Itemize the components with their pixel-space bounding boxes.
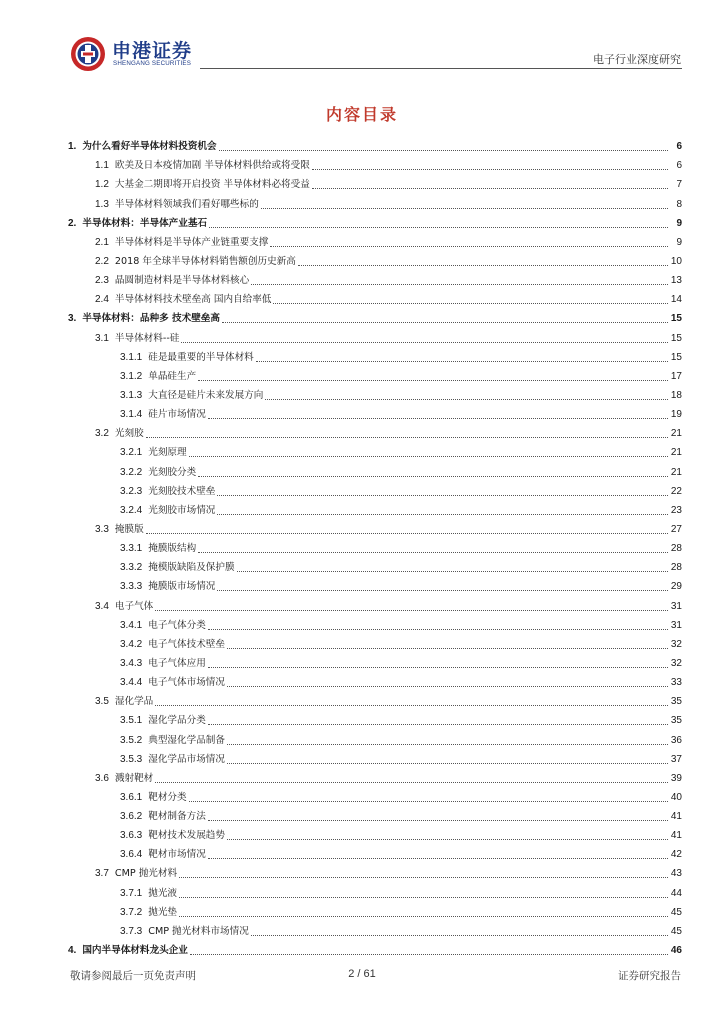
toc-entry[interactable] [68, 900, 682, 919]
toc-entry-title: 光刻胶 [114, 428, 144, 440]
footer-doc-type: 证券研究报告 [618, 970, 681, 982]
toc-dot-leader [256, 361, 668, 362]
toc-entry[interactable] [68, 574, 682, 593]
toc-dot-leader [265, 399, 668, 400]
toc-dot-leader [190, 954, 668, 955]
toc-dot-leader [251, 284, 668, 285]
toc-entry-number: 3.4 [95, 600, 109, 612]
toc-entry-number: 3.5 [95, 696, 109, 708]
toc-entry-page: 36 [670, 734, 682, 746]
toc-entry[interactable] [68, 345, 682, 364]
toc-entry[interactable] [68, 632, 682, 651]
toc-dot-leader [227, 686, 668, 687]
page-number: 2 / 61 [348, 968, 376, 980]
toc-entry-number: 3.1.2 [120, 370, 143, 382]
toc-entry-page: 43 [670, 868, 682, 880]
toc-entry[interactable] [68, 689, 682, 708]
toc-entry-title: 半导体材料：半导体产业基石 [82, 217, 208, 229]
toc-entry-page: 42 [670, 849, 682, 861]
toc-entry[interactable] [68, 670, 682, 689]
toc-entry[interactable] [68, 938, 682, 957]
page-header [0, 0, 724, 80]
toc-entry-number: 3.3.2 [120, 562, 143, 574]
toc-entry-page: 37 [670, 753, 682, 765]
toc-entry-page: 13 [670, 275, 682, 287]
toc-entry-number: 3.7.2 [120, 906, 143, 918]
toc-entry-title: 2018 年全球半导体材料销售额创历史新高 [114, 255, 296, 267]
toc-entry-page: 6 [676, 160, 682, 172]
toc-entry-number: 1.2 [95, 179, 109, 191]
toc-entry-page: 7 [676, 179, 682, 191]
toc-entry-title: 电子气体分类 [148, 619, 206, 631]
toc-dot-leader [227, 763, 668, 764]
toc-entry-number: 3.1.4 [120, 409, 143, 421]
toc-entry-page: 9 [676, 236, 682, 248]
toc-entry-page: 39 [670, 772, 682, 784]
toc-entry[interactable] [68, 823, 682, 842]
toc-entry-title: 电子气体技术壁垒 [148, 638, 225, 650]
toc-entry-title: 抛光垫 [148, 906, 178, 918]
toc-entry-page: 17 [670, 370, 682, 382]
logo-english-name: SHENGANG SECURITIES [113, 60, 192, 67]
toc-entry-page: 32 [670, 638, 682, 650]
toc-entry-title: 湿化学品 [114, 696, 154, 708]
toc-entry[interactable] [68, 708, 682, 727]
toc-dot-leader [208, 724, 668, 725]
toc-entry[interactable] [68, 919, 682, 938]
toc-entry[interactable] [68, 785, 682, 804]
toc-entry-page: 40 [670, 791, 682, 803]
toc-entry-title: 半导体材料领域我们看好哪些标的 [114, 198, 259, 210]
toc-entry-number: 1.1 [95, 160, 109, 172]
toc-entry-number: 3.1.1 [120, 351, 143, 363]
toc-entry-title: 溅射靶材 [114, 772, 154, 784]
toc-entry-page: 45 [670, 906, 682, 918]
toc-entry-page: 19 [670, 409, 682, 421]
toc-entry-page: 32 [670, 657, 682, 669]
toc-dot-leader [227, 744, 668, 745]
toc-entry-number: 1. [68, 141, 77, 153]
toc-entry[interactable] [68, 804, 682, 823]
toc-entry-number: 3.4.2 [120, 638, 143, 650]
table-of-contents [68, 134, 682, 957]
toc-entry-number: 3.6.3 [120, 830, 143, 842]
toc-entry-page: 27 [670, 523, 682, 535]
toc-dot-leader [219, 150, 668, 151]
toc-entry-page: 21 [670, 466, 682, 478]
logo-chinese-name: 申港证券 [112, 40, 193, 62]
toc-entry[interactable] [68, 153, 682, 172]
toc-entry-number: 3.2.2 [120, 466, 143, 478]
toc-entry-title: CMP 抛光材料 [114, 868, 178, 880]
report-type: 电子行业深度研究 [593, 53, 681, 66]
toc-entry-title: 半导体材料：品种多 技术壁垒高 [82, 313, 220, 325]
toc-entry-page: 18 [670, 389, 682, 401]
toc-entry[interactable] [68, 498, 682, 517]
toc-entry-number: 3.5.3 [120, 753, 143, 765]
toc-entry-number: 3.3 [95, 523, 109, 535]
toc-entry-title: 晶圆制造材料是半导体材料核心 [114, 275, 250, 287]
toc-dot-leader [312, 169, 668, 170]
toc-entry-number: 3.1 [95, 332, 109, 344]
toc-dot-leader [227, 648, 668, 649]
toc-dot-leader [208, 629, 668, 630]
toc-entry-page: 31 [670, 619, 682, 631]
toc-entry-page: 8 [676, 198, 682, 210]
toc-entry-number: 2.4 [95, 294, 109, 306]
toc-entry-page: 29 [670, 581, 682, 593]
toc-entry-title: 国内半导体材料龙头企业 [82, 945, 188, 957]
toc-dot-leader [270, 246, 668, 247]
toc-entry-page: 15 [670, 332, 682, 344]
toc-entry[interactable] [68, 593, 682, 612]
toc-entry[interactable] [68, 287, 682, 306]
toc-dot-leader [209, 227, 668, 228]
toc-dot-leader [208, 418, 668, 419]
toc-entry-title: 半导体材料技术壁垒高 国内自给率低 [114, 294, 272, 306]
toc-dot-leader [208, 858, 668, 859]
toc-entry-page: 21 [670, 447, 682, 459]
toc-dot-leader [222, 322, 668, 323]
toc-dot-leader [179, 897, 668, 898]
toc-entry-number: 3.2.1 [120, 447, 143, 459]
toc-entry[interactable] [68, 402, 682, 421]
toc-entry-title: 大基金二期即将开启投资 半导体材料必将受益 [114, 179, 310, 191]
toc-dot-leader [298, 265, 668, 266]
toc-entry-title: 光刻胶分类 [148, 466, 197, 478]
toc-entry-title: 典型湿化学品制备 [148, 734, 225, 746]
toc-entry-title: 光刻原理 [148, 447, 187, 459]
toc-entry-number: 2.1 [95, 236, 109, 248]
toc-entry-number: 3.4.3 [120, 657, 143, 669]
toc-entry-title: 单晶硅生产 [148, 370, 197, 382]
toc-entry-number: 3.2.4 [120, 504, 143, 516]
toc-entry-page: 35 [670, 715, 682, 727]
toc-dot-leader [198, 476, 668, 477]
toc-entry-page: 46 [670, 945, 682, 957]
toc-entry[interactable] [68, 517, 682, 536]
toc-entry-number: 3.7.1 [120, 887, 143, 899]
toc-entry[interactable] [68, 651, 682, 670]
toc-dot-leader [146, 533, 668, 534]
toc-dot-leader [208, 820, 668, 821]
toc-entry-number: 3.6.4 [120, 849, 143, 861]
toc-dot-leader [261, 208, 668, 209]
toc-dot-leader [273, 303, 668, 304]
toc-entry-title: 大直径是硅片未来发展方向 [148, 389, 264, 401]
company-logo [70, 36, 210, 74]
toc-entry[interactable] [68, 459, 682, 478]
toc-dot-leader [179, 916, 668, 917]
header-divider [200, 68, 682, 69]
toc-entry-title: 靶材分类 [148, 791, 187, 803]
toc-entry-page: 9 [676, 217, 682, 229]
shengang-logo-icon [70, 36, 106, 72]
toc-dot-leader [146, 437, 668, 438]
toc-entry-number: 3.5.2 [120, 734, 143, 746]
toc-entry-number: 3. [68, 313, 77, 325]
toc-entry[interactable] [68, 306, 682, 325]
footer-disclaimer: 敬请参阅最后一页免责声明 [70, 970, 196, 982]
toc-entry-title: 湿化学品分类 [148, 715, 206, 727]
toc-entry[interactable] [68, 421, 682, 440]
toc-entry-title: 硅是最重要的半导体材料 [148, 351, 254, 363]
toc-entry[interactable] [68, 325, 682, 344]
toc-dot-leader [189, 456, 668, 457]
toc-dot-leader [198, 552, 668, 553]
toc-dot-leader [251, 935, 668, 936]
toc-entry-title: 靶材市场情况 [148, 849, 206, 861]
toc-entry[interactable] [68, 842, 682, 861]
toc-dot-leader [198, 380, 668, 381]
toc-entry[interactable] [68, 211, 682, 230]
toc-entry-page: 33 [670, 677, 682, 689]
toc-entry[interactable] [68, 479, 682, 498]
toc-entry-number: 3.3.1 [120, 543, 143, 555]
toc-entry-title: 电子气体市场情况 [148, 677, 225, 689]
toc-entry-title: 抛光液 [148, 887, 178, 899]
toc-entry[interactable] [68, 364, 682, 383]
toc-entry-title: 为什么看好半导体材料投资机会 [82, 141, 217, 153]
toc-entry-title: 靶材制备方法 [148, 811, 206, 823]
toc-entry-page: 6 [676, 141, 682, 153]
toc-entry[interactable] [68, 613, 682, 632]
toc-dot-leader [181, 342, 668, 343]
toc-entry-title: 电子气体应用 [148, 657, 206, 669]
toc-entry-number: 2.3 [95, 275, 109, 287]
toc-entry-number: 3.7.3 [120, 925, 143, 937]
toc-entry-title: 电子气体 [114, 600, 154, 612]
toc-entry-title: 欧美及日本疫情加剧 半导体材料供给或将受限 [114, 160, 310, 172]
toc-entry[interactable] [68, 268, 682, 287]
toc-entry-number: 4. [68, 945, 77, 957]
toc-dot-leader [208, 667, 668, 668]
toc-entry-title: 湿化学品市场情况 [148, 753, 225, 765]
toc-dot-leader [155, 705, 668, 706]
toc-entry-page: 22 [670, 485, 682, 497]
toc-dot-leader [155, 610, 668, 611]
toc-entry[interactable] [68, 766, 682, 785]
toc-title: 内容目录 [325, 105, 398, 124]
toc-entry-number: 2.2 [95, 255, 109, 267]
toc-entry-page: 23 [670, 504, 682, 516]
toc-dot-leader [155, 782, 668, 783]
toc-entry-page: 44 [670, 887, 682, 899]
toc-entry-page: 14 [670, 294, 682, 306]
toc-entry-page: 10 [670, 255, 682, 267]
toc-entry[interactable] [68, 747, 682, 766]
toc-entry-title: 掩膜版市场情况 [148, 581, 216, 593]
toc-dot-leader [237, 571, 668, 572]
toc-entry[interactable] [68, 861, 682, 880]
toc-entry-page: 35 [670, 696, 682, 708]
toc-entry-title: 光刻胶技术壁垒 [148, 485, 216, 497]
toc-dot-leader [189, 801, 668, 802]
toc-entry-number: 2. [68, 217, 77, 229]
toc-entry-page: 41 [670, 830, 682, 842]
toc-entry-page: 15 [670, 313, 682, 325]
toc-entry-title: 光刻胶市场情况 [148, 504, 216, 516]
toc-entry-title: 掩膜版 [114, 523, 144, 535]
toc-entry-number: 3.5.1 [120, 715, 143, 727]
toc-entry-number: 3.4.4 [120, 677, 143, 689]
toc-entry-title: CMP 抛光材料市场情况 [148, 925, 249, 937]
toc-entry-number: 3.1.3 [120, 389, 143, 401]
toc-entry-page: 21 [670, 428, 682, 440]
toc-dot-leader [227, 839, 668, 840]
toc-entry-number: 3.2.3 [120, 485, 143, 497]
toc-entry-title: 靶材技术发展趋势 [148, 830, 225, 842]
toc-entry[interactable] [68, 172, 682, 191]
toc-entry-title: 硅片市场情况 [148, 409, 206, 421]
toc-entry[interactable] [68, 249, 682, 268]
toc-entry[interactable] [68, 536, 682, 555]
toc-entry-page: 28 [670, 562, 682, 574]
toc-entry[interactable] [68, 880, 682, 899]
toc-entry-number: 3.3.3 [120, 581, 143, 593]
toc-entry-page: 15 [670, 351, 682, 363]
toc-entry-title: 掩膜版结构 [148, 543, 197, 555]
toc-entry-number: 3.2 [95, 428, 109, 440]
toc-entry-title: 半导体材料--硅 [114, 332, 180, 344]
toc-dot-leader [217, 590, 668, 591]
toc-entry-title: 掩模版缺陷及保护膜 [148, 562, 235, 574]
toc-entry-number: 1.3 [95, 198, 109, 210]
toc-entry[interactable] [68, 230, 682, 249]
toc-entry-number: 3.6.1 [120, 791, 143, 803]
toc-dot-leader [312, 188, 668, 189]
toc-entry-number: 3.4.1 [120, 619, 143, 631]
toc-entry-number: 3.6.2 [120, 811, 143, 823]
toc-entry[interactable] [68, 555, 682, 574]
toc-dot-leader [179, 877, 668, 878]
toc-entry[interactable] [68, 383, 682, 402]
toc-entry[interactable] [68, 727, 682, 746]
toc-entry-number: 3.7 [95, 868, 109, 880]
toc-entry-page: 41 [670, 811, 682, 823]
toc-entry-page: 45 [670, 925, 682, 937]
toc-entry[interactable] [68, 134, 682, 153]
toc-dot-leader [217, 495, 668, 496]
toc-entry-number: 3.6 [95, 772, 109, 784]
toc-entry-title: 半导体材料是半导体产业链重要支撑 [114, 236, 269, 248]
toc-entry-page: 28 [670, 543, 682, 555]
toc-entry[interactable] [68, 191, 682, 210]
toc-entry-page: 31 [670, 600, 682, 612]
toc-entry[interactable] [68, 440, 682, 459]
toc-dot-leader [217, 514, 668, 515]
